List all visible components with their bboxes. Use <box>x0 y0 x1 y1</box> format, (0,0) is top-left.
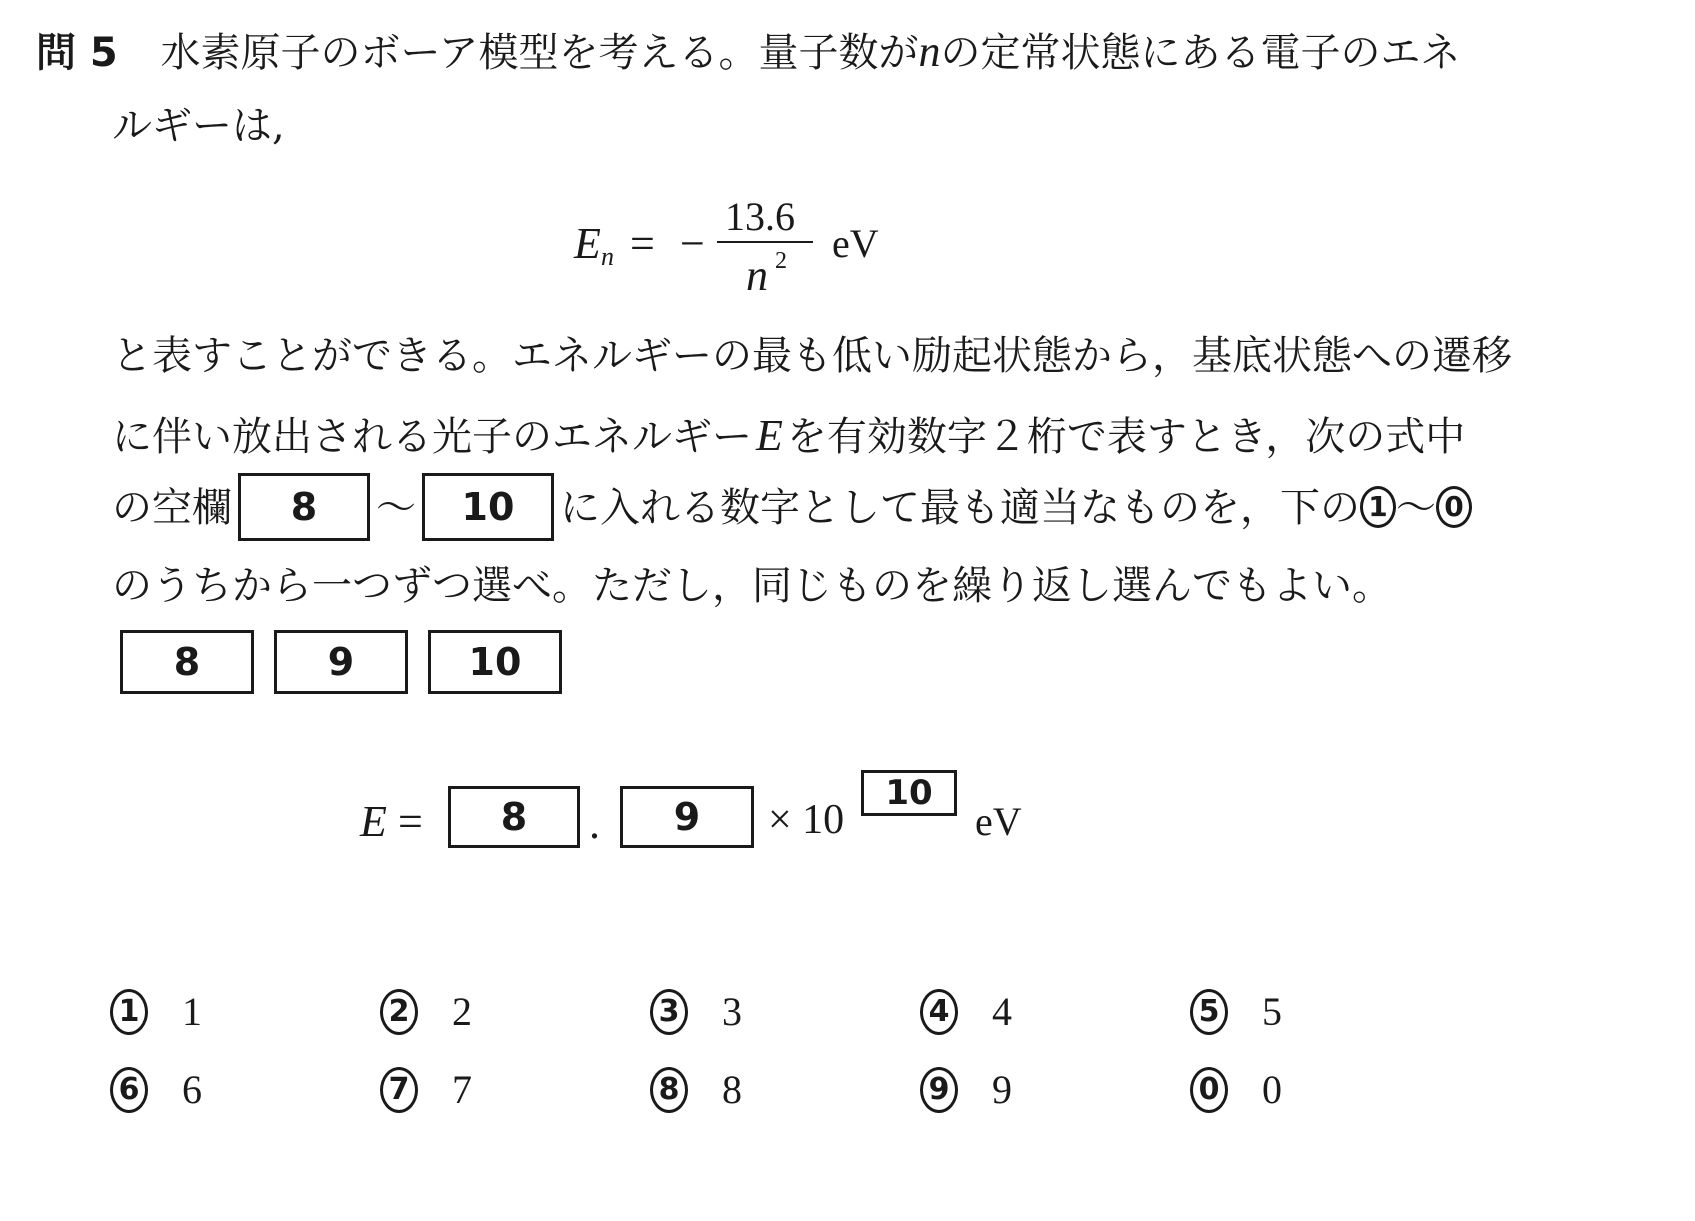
formula-subscript-n: n <box>601 242 614 271</box>
variable-E: E <box>756 411 783 460</box>
fraction-bar <box>717 241 813 243</box>
choice-mark: 9 <box>920 1067 958 1113</box>
question-line-6 <box>112 563 1392 609</box>
inline-blank-10: 10 <box>422 473 554 541</box>
formula-unit: eV <box>832 221 879 266</box>
answer-unit: eV <box>975 799 1022 844</box>
answer-E: E <box>360 797 387 846</box>
choice-5[interactable] <box>1190 988 1282 1035</box>
question-line-1 <box>36 27 1461 76</box>
answer-blank-9: 9 <box>620 786 754 848</box>
choice-value: 4 <box>992 989 1012 1034</box>
answer-blank-8: 8 <box>448 786 580 848</box>
choice-8[interactable] <box>650 1066 742 1113</box>
formula-equals: = <box>630 219 655 268</box>
answer-dot: . <box>589 799 600 848</box>
question-line-5 <box>112 474 1472 545</box>
question-text-3: と表すことができる。エネルギーの最も低い励起状態から，基底状態への遷移 <box>112 333 1512 379</box>
question-number: 問 5 <box>36 30 118 76</box>
question-text-5b: に入れる数字として最も適当なものを，下の <box>560 485 1360 531</box>
choice-value: 8 <box>722 1067 742 1112</box>
choice-0[interactable] <box>1190 1066 1282 1113</box>
choice-value: 7 <box>452 1067 472 1112</box>
choice-mark: 2 <box>380 989 418 1035</box>
formula-minus: − <box>680 219 705 268</box>
choice-mark: 7 <box>380 1067 418 1113</box>
range-start-mark: 1 <box>1360 486 1396 528</box>
question-text-5a: の空欄 <box>112 485 232 531</box>
choice-value: 1 <box>182 989 202 1034</box>
tilde: 〜 <box>376 485 416 531</box>
choice-9[interactable] <box>920 1066 1012 1113</box>
question-text-2: ルギーは, <box>112 103 285 149</box>
blank-box-10: 10 <box>428 630 562 694</box>
question-text-4a: に伴い放出される光子のエネルギー <box>112 414 752 460</box>
blank-box-8: 8 <box>120 630 254 694</box>
choice-2[interactable] <box>380 988 472 1035</box>
formula-E: E <box>574 219 601 268</box>
formula-den-n: n <box>746 251 768 300</box>
choice-mark: 4 <box>920 989 958 1035</box>
question-line-3 <box>112 333 1512 379</box>
question-text-1-rest: の定常状態にある電子のエネ <box>940 30 1461 76</box>
blank-box-9: 9 <box>274 630 408 694</box>
answer-times-ten: × 10 <box>768 797 845 843</box>
choice-mark: 5 <box>1190 989 1228 1035</box>
inline-blank-8: 8 <box>238 473 370 541</box>
question-text-1: 水素原子のボーア模型を考える。量子数が <box>160 30 919 76</box>
choice-value: 3 <box>722 989 742 1034</box>
choice-value: 6 <box>182 1067 202 1112</box>
range-end-mark: 0 <box>1436 486 1472 528</box>
choice-mark: 0 <box>1190 1067 1228 1113</box>
choice-4[interactable] <box>920 988 1012 1035</box>
answer-equals: = <box>398 797 423 846</box>
tilde-2: 〜 <box>1396 485 1436 531</box>
choice-3[interactable] <box>650 988 742 1035</box>
choice-6[interactable] <box>110 1066 202 1113</box>
choice-mark: 1 <box>110 989 148 1035</box>
answer-blank-10: 10 <box>861 770 957 816</box>
formula-numerator: 13.6 <box>725 194 795 239</box>
choice-value: 0 <box>1262 1067 1282 1112</box>
question-text-6: のうちから一つずつ選べ。ただし，同じものを繰り返し選んでもよい。 <box>112 563 1392 609</box>
formula-exponent: 2 <box>775 248 787 274</box>
variable-n: n <box>918 27 941 76</box>
question-line-2 <box>112 103 285 149</box>
question-line-4 <box>112 411 1466 460</box>
question-text-4b: を有効数字２桁で表すとき，次の式中 <box>786 414 1466 460</box>
choice-value: 9 <box>992 1067 1012 1112</box>
choice-value: 2 <box>452 989 472 1034</box>
choice-7[interactable] <box>380 1066 472 1113</box>
choice-value: 5 <box>1262 989 1282 1034</box>
choice-1[interactable] <box>110 988 202 1035</box>
choice-mark: 3 <box>650 989 688 1035</box>
choice-mark: 8 <box>650 1067 688 1113</box>
choice-mark: 6 <box>110 1067 148 1113</box>
